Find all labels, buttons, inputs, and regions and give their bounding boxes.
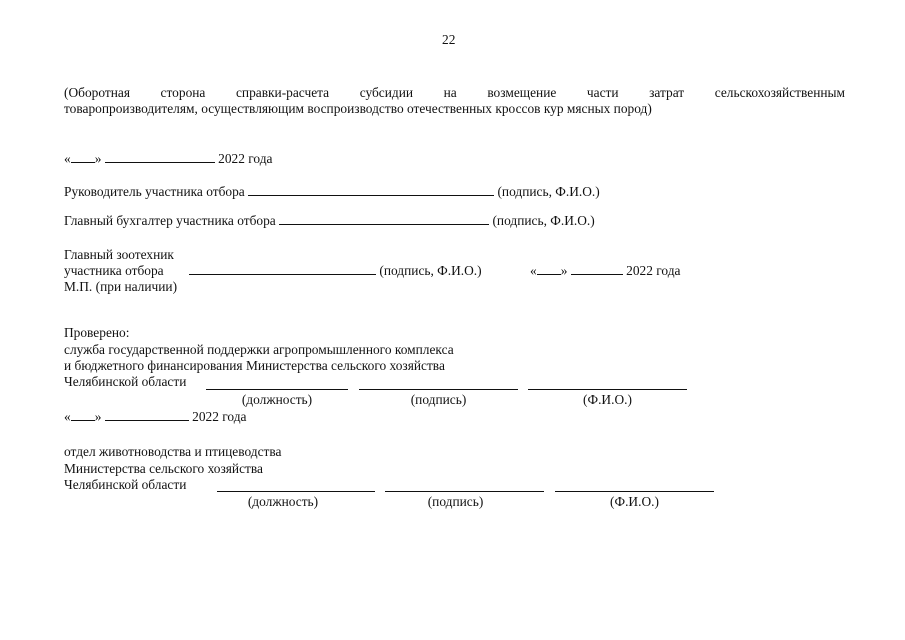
date-line: [64, 151, 272, 167]
page-number: 22: [442, 32, 456, 47]
checked-name-label: (Ф.И.О.): [583, 392, 632, 407]
zootechnician-hint: (подпись, Ф.И.О.): [379, 263, 482, 278]
accountant-signature-label: Главный бухгалтер участника отбора: [64, 213, 276, 228]
checked-org-line-1: служба государственной поддержки агропромышленного комплекса: [64, 342, 454, 357]
stamp-note: М.П. (при наличии): [64, 279, 178, 294]
department-line-3: Челябинской области: [64, 477, 187, 492]
department-position-blank: [217, 491, 375, 492]
head-signature-hint: (подпись, Ф.И.О.): [497, 184, 600, 199]
department-line-2: Министерства сельского хозяйства: [64, 461, 263, 476]
date-year: 2022 года: [218, 151, 273, 166]
day-blank: [537, 263, 561, 275]
checked-title: Проверено:: [64, 325, 130, 340]
head-signature-blank: [248, 184, 494, 196]
checked-position-label: (должность): [241, 392, 313, 407]
checked-date: [64, 409, 246, 425]
head-signature-row: [64, 184, 600, 200]
department-line-1: отдел животноводства и птицеводства: [64, 444, 282, 459]
zootechnician-blank: [189, 263, 376, 275]
head-signature-label: Руководитель участника отбора: [64, 184, 245, 199]
accountant-signature-row: [64, 213, 595, 229]
quote-close: »: [94, 409, 102, 424]
accountant-signature-blank: [279, 213, 489, 225]
checked-signature-blank: [359, 389, 518, 390]
checked-org-line-2: и бюджетного финансирования Министерства сельского хозяйства: [64, 358, 445, 373]
quote-open: «: [530, 263, 537, 278]
department-signature-label: (подпись): [427, 494, 484, 509]
zootechnician-label-1: Главный зоотехник: [64, 247, 174, 262]
checked-name-blank: [528, 389, 687, 390]
month-blank: [105, 151, 215, 163]
quote-open: «: [64, 151, 71, 166]
heading-line-1: (Оборотная сторона справки-расчета субсидии на возмещение части затрат сельскохозяйственным: [64, 85, 845, 100]
month-blank: [571, 263, 623, 275]
zootechnician-label-2: участника отбора: [64, 263, 164, 278]
checked-org-line-3: Челябинской области: [64, 374, 187, 389]
date-year: 2022 года: [192, 409, 247, 424]
quote-open: «: [64, 409, 71, 424]
quote-close: »: [94, 151, 102, 166]
day-blank: [71, 151, 95, 163]
zootechnician-date: [530, 263, 680, 279]
quote-close: »: [560, 263, 568, 278]
zootechnician-signature: [189, 263, 482, 279]
department-name-label: (Ф.И.О.): [610, 494, 659, 509]
month-blank: [105, 409, 189, 421]
department-position-label: (должность): [247, 494, 319, 509]
date-year: 2022 года: [626, 263, 681, 278]
department-signature-blank: [385, 491, 544, 492]
department-name-blank: [555, 491, 714, 492]
checked-position-blank: [206, 389, 348, 390]
heading-line-2: товаропроизводителям, осуществляющим воспроизводство отечественных кроссов кур мясных пород): [64, 101, 652, 116]
day-blank: [71, 409, 95, 421]
checked-signature-label: (подпись): [410, 392, 467, 407]
accountant-signature-hint: (подпись, Ф.И.О.): [492, 213, 595, 228]
